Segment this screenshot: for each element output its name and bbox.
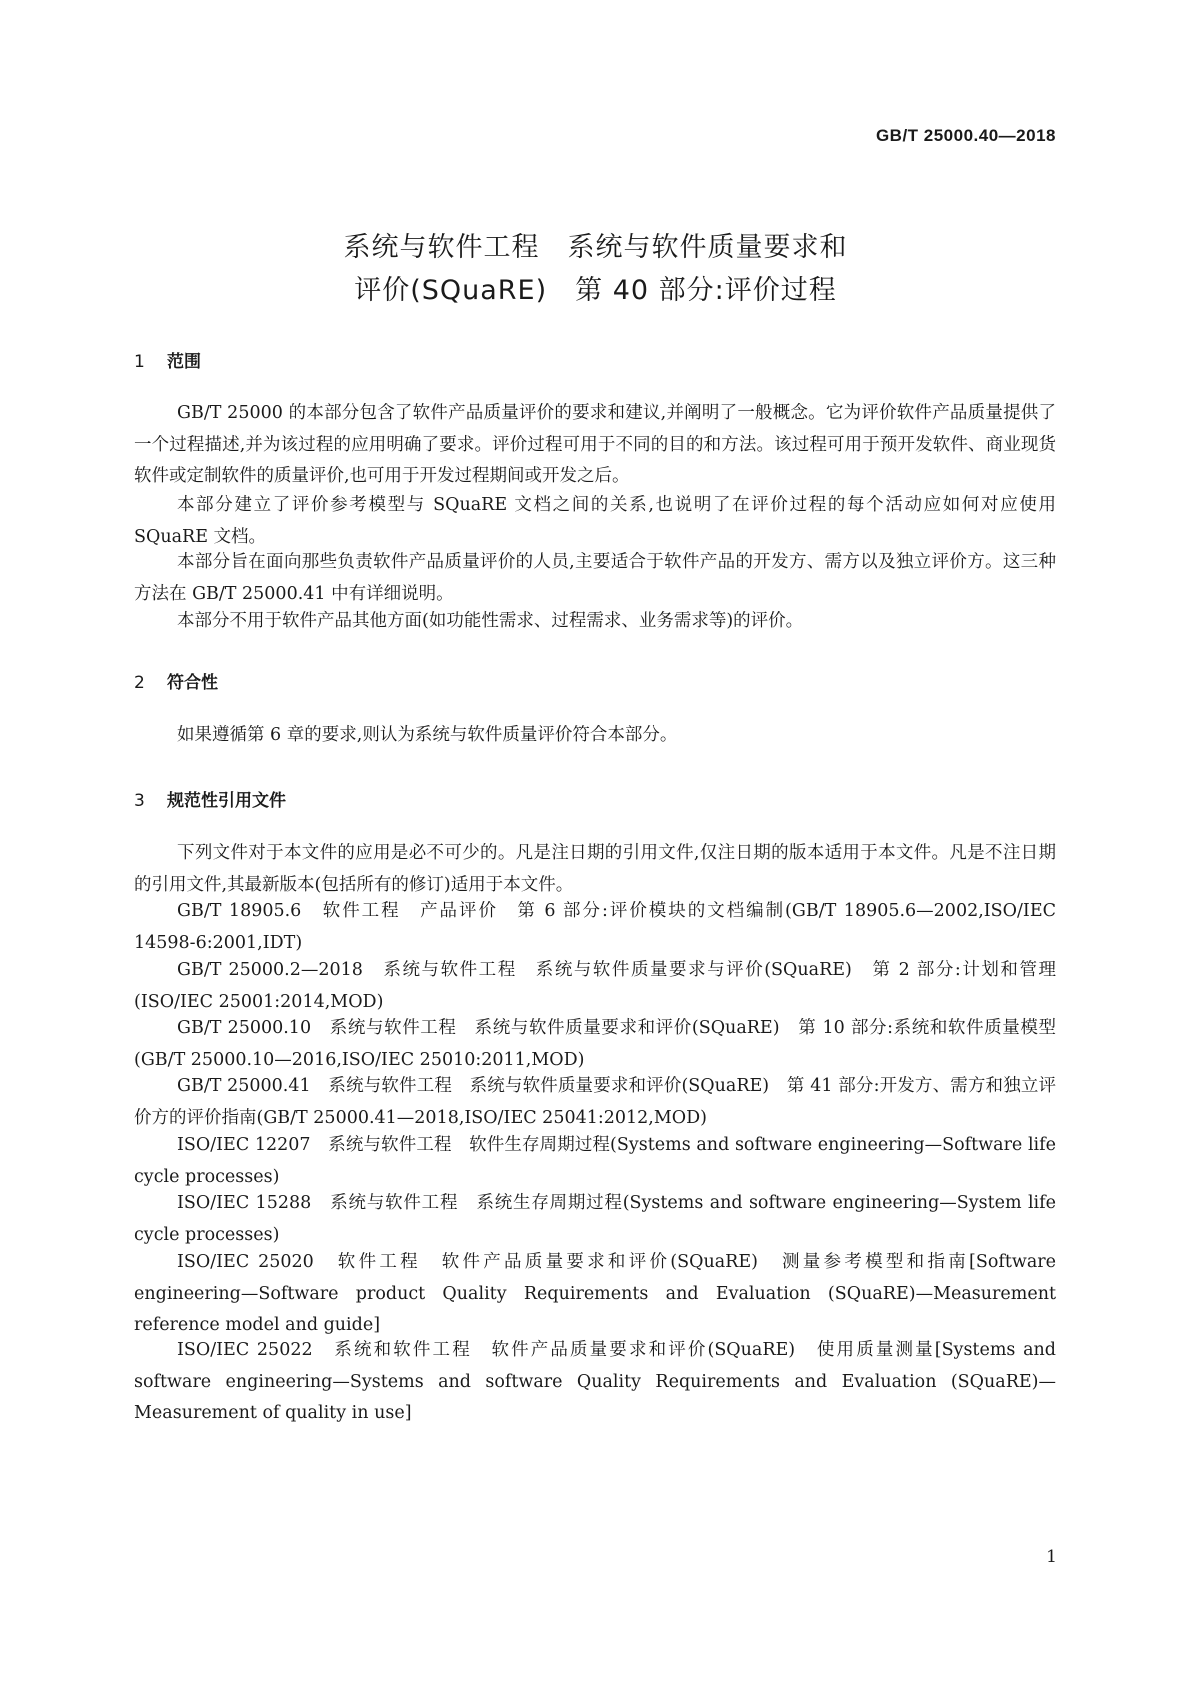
reference-entry: GB/T 18905.6 软件工程 产品评价 第 6 部分:评价模块的文档编制(GB/T 18905.6—2002,ISO/IEC 14598-6:2001,IDT): [134, 901, 1056, 953]
section-number: 2: [134, 673, 145, 693]
section-title: 规范性引用文件: [167, 791, 286, 811]
paragraph: 下列文件对于本文件的应用是必不可少的。凡是注日期的引用文件,仅注日期的版本适用于本文件。凡是不注日期的引用文件,其最新版本(包括所有的修订)适用于本文件。: [134, 843, 1056, 895]
paragraph: 如果遵循第 6 章的要求,则认为系统与软件质量评价符合本部分。: [177, 725, 678, 745]
reference-entry: GB/T 25000.10 系统与软件工程 系统与软件质量要求和评价(SQuaRE) 第 10 部分:系统和软件质量模型(GB/T 25000.10—2016,ISO/IEC 25010:2011,MOD): [134, 1018, 1056, 1070]
section-title: 范围: [167, 352, 201, 372]
page-number: 1: [1046, 1547, 1057, 1567]
reference-entry: ISO/IEC 15288 系统与软件工程 系统生存周期过程(Systems and software engineering—System life cycle processes): [134, 1193, 1056, 1245]
section-number: 1: [134, 352, 145, 372]
section-title: 符合性: [167, 673, 218, 693]
reference-entry: GB/T 25000.41 系统与软件工程 系统与软件质量要求和评价(SQuaRE) 第 41 部分:开发方、需方和独立评价方的评价指南(GB/T 25000.41—2018,ISO/IEC 25041:2012,MOD): [134, 1076, 1056, 1128]
document-title: [0, 226, 1191, 312]
reference-entry: ISO/IEC 25020 软件工程 软件产品质量要求和评价(SQuaRE) 测量参考模型和指南[Software engineering—Software product Quality Requirements and Evaluation (SQuaRE)—Measurement reference model and guide]: [134, 1252, 1056, 1335]
section-number: 3: [134, 791, 145, 811]
paragraph: GB/T 25000 的本部分包含了软件产品质量评价的要求和建议,并阐明了一般概念。它为评价软件产品质量提供了一个过程描述,并为该过程的应用明确了要求。评价过程可用于不同的目的和方法。该过程可用于预开发软件、商业现货软件或定制软件的质量评价,也可用于开发过程期间或开发之后。: [134, 403, 1056, 486]
section-heading-scope: [134, 347, 201, 372]
title-line-1: 系统与软件工程 系统与软件质量要求和: [343, 232, 848, 263]
paragraph: 本部分建立了评价参考模型与 SQuaRE 文档之间的关系,也说明了在评价过程的每个活动应如何对应使用 SQuaRE 文档。: [134, 495, 1056, 547]
section-heading-conformance: [134, 668, 218, 693]
reference-entry: GB/T 25000.2—2018 系统与软件工程 系统与软件质量要求与评价(SQuaRE) 第 2 部分:计划和管理(ISO/IEC 25001:2014,MOD): [134, 960, 1056, 1012]
paragraph: 本部分不用于软件产品其他方面(如功能性需求、过程需求、业务需求等)的评价。: [177, 611, 804, 631]
reference-entry: ISO/IEC 25022 系统和软件工程 软件产品质量要求和评价(SQuaRE) 使用质量测量[Systems and software engineering—Systems and software Quality Requirements and Evaluation (SQuaRE)—Measurement of quality in use]: [134, 1340, 1056, 1423]
standard-number: GB/T 25000.40—2018: [875, 126, 1056, 145]
title-line-2: 评价(SQuaRE) 第 40 部分:评价过程: [354, 275, 837, 306]
paragraph: 本部分旨在面向那些负责软件产品质量评价的人员,主要适合于软件产品的开发方、需方以及独立评价方。这三种方法在 GB/T 25000.41 中有详细说明。: [134, 552, 1056, 604]
section-heading-normative-references: [134, 786, 286, 811]
reference-entry: ISO/IEC 12207 系统与软件工程 软件生存周期过程(Systems and software engineering—Software life cycle processes): [134, 1135, 1056, 1187]
